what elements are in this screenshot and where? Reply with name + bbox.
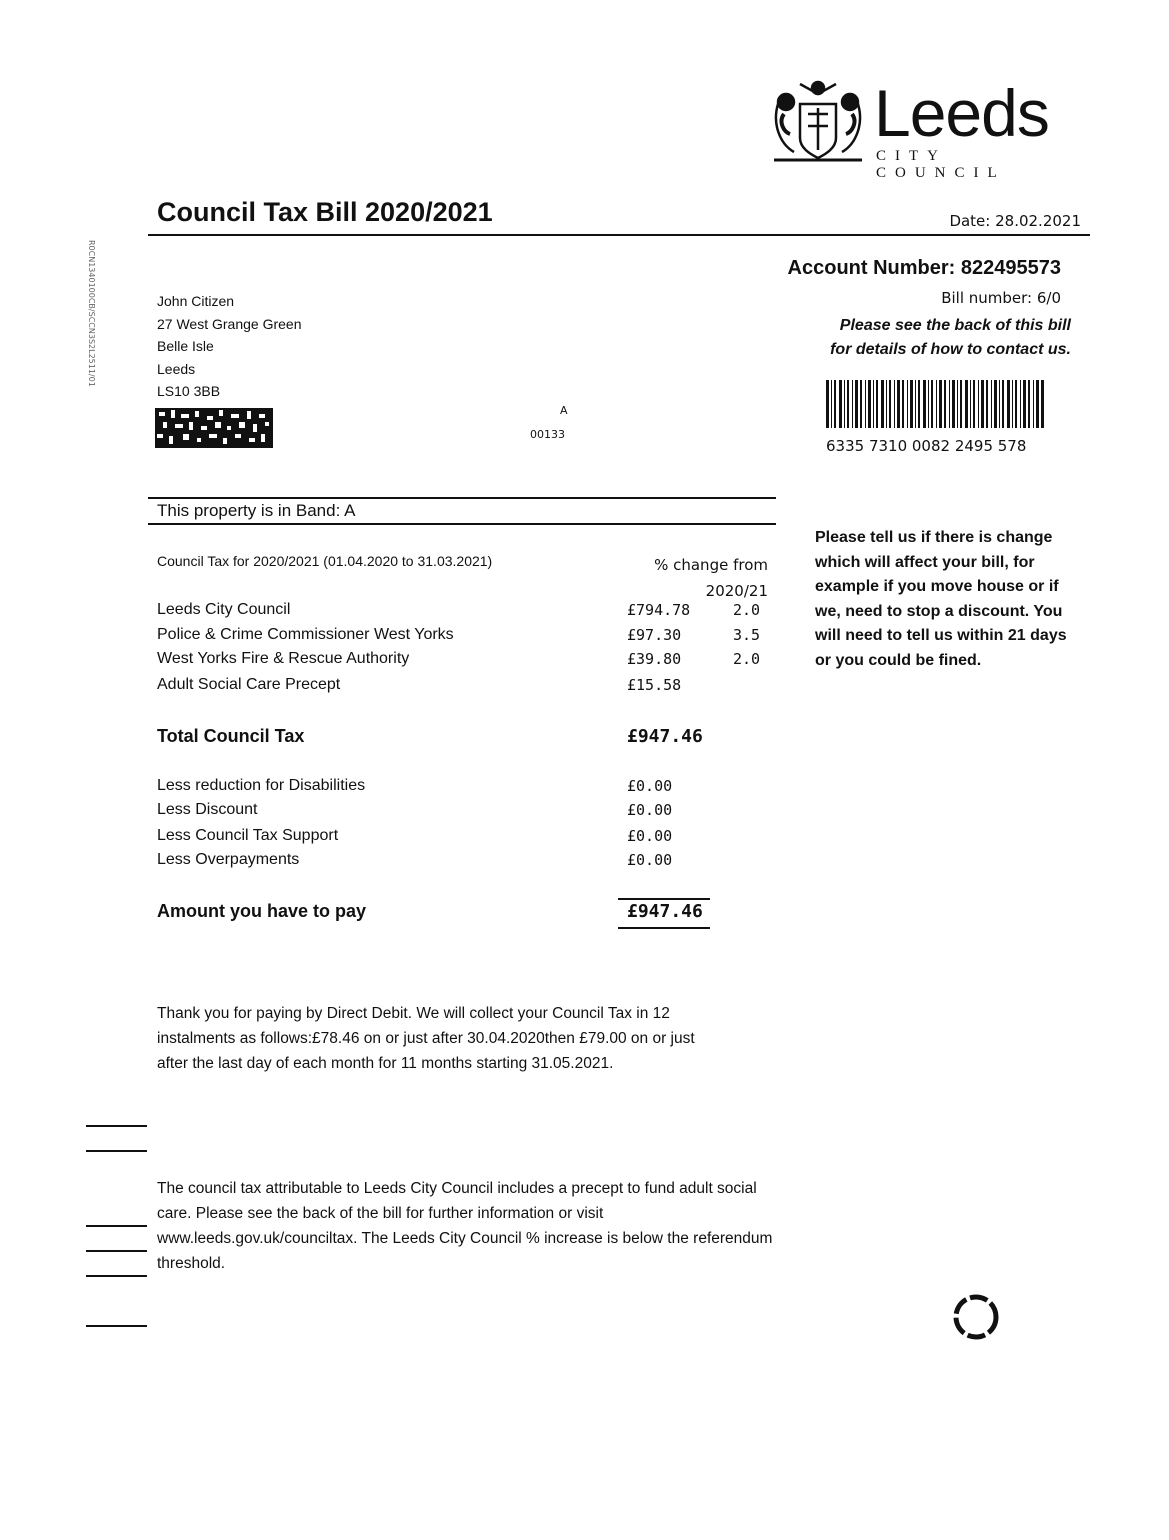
address-line: 27 West Grange Green [157,315,302,332]
address-line: LS10 3BB [157,383,221,399]
charge-amount: £39.80 [627,650,682,668]
total-amount: £947.46 [627,726,703,747]
direct-debit-line: instalments as follows:£78.46 on or just after 30.04.2020then £79.00 on or just [157,1030,695,1047]
percent-change-header-line2: 2020/21 [705,582,768,600]
header-rule [148,234,1090,236]
reduction-label: Less Council Tax Support [157,827,339,844]
account-barcode-icon [826,380,1044,428]
precept-line: care. Please see the back of the bill for further information or visit [157,1205,604,1222]
tax-period-header: Council Tax for 2020/2021 (01.04.2020 to 31.03.2021) [157,553,493,569]
amount-due-label: Amount you have to pay [157,901,367,921]
postal-code-number: 00133 [530,428,565,441]
contact-note [830,314,1071,362]
precept-note [157,1176,772,1276]
direct-debit-note [157,1001,695,1076]
reduction-amount: £0.00 [627,827,673,845]
margin-mark [86,1250,147,1252]
logo-wordmark: Leeds [874,76,1049,150]
address-line: Belle Isle [157,338,214,354]
postal-code-letter: A [560,404,568,417]
direct-debit-line: Thank you for paying by Direct Debit. We will collect your Council Tax in 12 [157,1005,670,1022]
amount-due: £947.46 [627,901,703,922]
coat-of-arms-icon [770,74,866,166]
barcode-number: 6335 7310 0082 2495 578 [826,437,1027,455]
band-top-rule [148,497,776,499]
side-reference-code [80,240,100,470]
recipient-address [157,290,301,403]
charge-amount: £15.58 [627,676,682,694]
reduction-amount: £0.00 [627,777,673,795]
reduction-amount: £0.00 [627,851,673,869]
charge-label: Police & Crime Commissioner West Yorks [157,626,454,643]
total-label: Total Council Tax [157,726,305,746]
reduction-label: Less Overpayments [157,851,300,868]
direct-debit-line: after the last day of each month for 11 months starting 31.05.2021. [157,1055,614,1072]
precept-line: www.leeds.gov.uk/counciltax. The Leeds City Council % increase is below the referendum [157,1230,773,1247]
margin-mark [86,1225,147,1227]
reduction-amount: £0.00 [627,801,673,819]
reduction-label: Less reduction for Disabilities [157,777,366,794]
mail-2d-barcode-icon [155,408,273,448]
pay-top-rule [618,898,710,900]
percent-change-header [620,552,768,604]
account-number: Account Number: 822495573 [787,257,1061,279]
council-logo [770,72,1080,181]
charge-percent: 2.0 [733,601,761,619]
percent-change-header-line1: % change from [654,556,768,574]
charge-label: Leeds City Council [157,601,291,618]
charge-percent: 2.0 [733,650,761,668]
margin-mark [86,1325,147,1327]
precept-line: The council tax attributable to Leeds City Council includes a precept to fund adult social [157,1180,757,1197]
charge-label: Adult Social Care Precept [157,676,341,693]
circle-mark-icon [950,1293,1002,1345]
charge-amount: £97.30 [627,626,682,644]
change-notice: Please tell us if there is change which will affect your bill, for example if you move house or if we, need to stop a discount. You will need to tell us within 21 days or you could be fined. [815,529,1067,669]
address-line: John Citizen [157,293,235,309]
property-band: This property is in Band: A [157,501,356,520]
contact-line-2: for details of how to contact us. [830,341,1071,358]
band-bottom-rule [148,523,776,525]
charge-amount: £794.78 [627,601,691,619]
bill-date: Date: 28.02.2021 [949,212,1081,230]
charge-label: West Yorks Fire & Rescue Authority [157,650,410,667]
logo-subtitle: CITY COUNCIL [876,148,1006,181]
address-line: Leeds [157,360,196,377]
pay-bottom-rule [618,927,710,929]
reduction-label: Less Discount [157,801,258,818]
side-reference-text: R0CN1340100CB/SCCN3S2L2511/01 [87,240,96,387]
charge-percent: 3.5 [733,626,761,644]
precept-line: threshold. [157,1255,226,1272]
contact-line-1: Please see the back of this bill [839,317,1071,334]
page-title: Council Tax Bill 2020/2021 [157,197,493,227]
bill-number: Bill number: 6/0 [941,289,1061,307]
margin-mark [86,1125,147,1127]
margin-mark [86,1275,147,1277]
margin-mark [86,1150,147,1152]
